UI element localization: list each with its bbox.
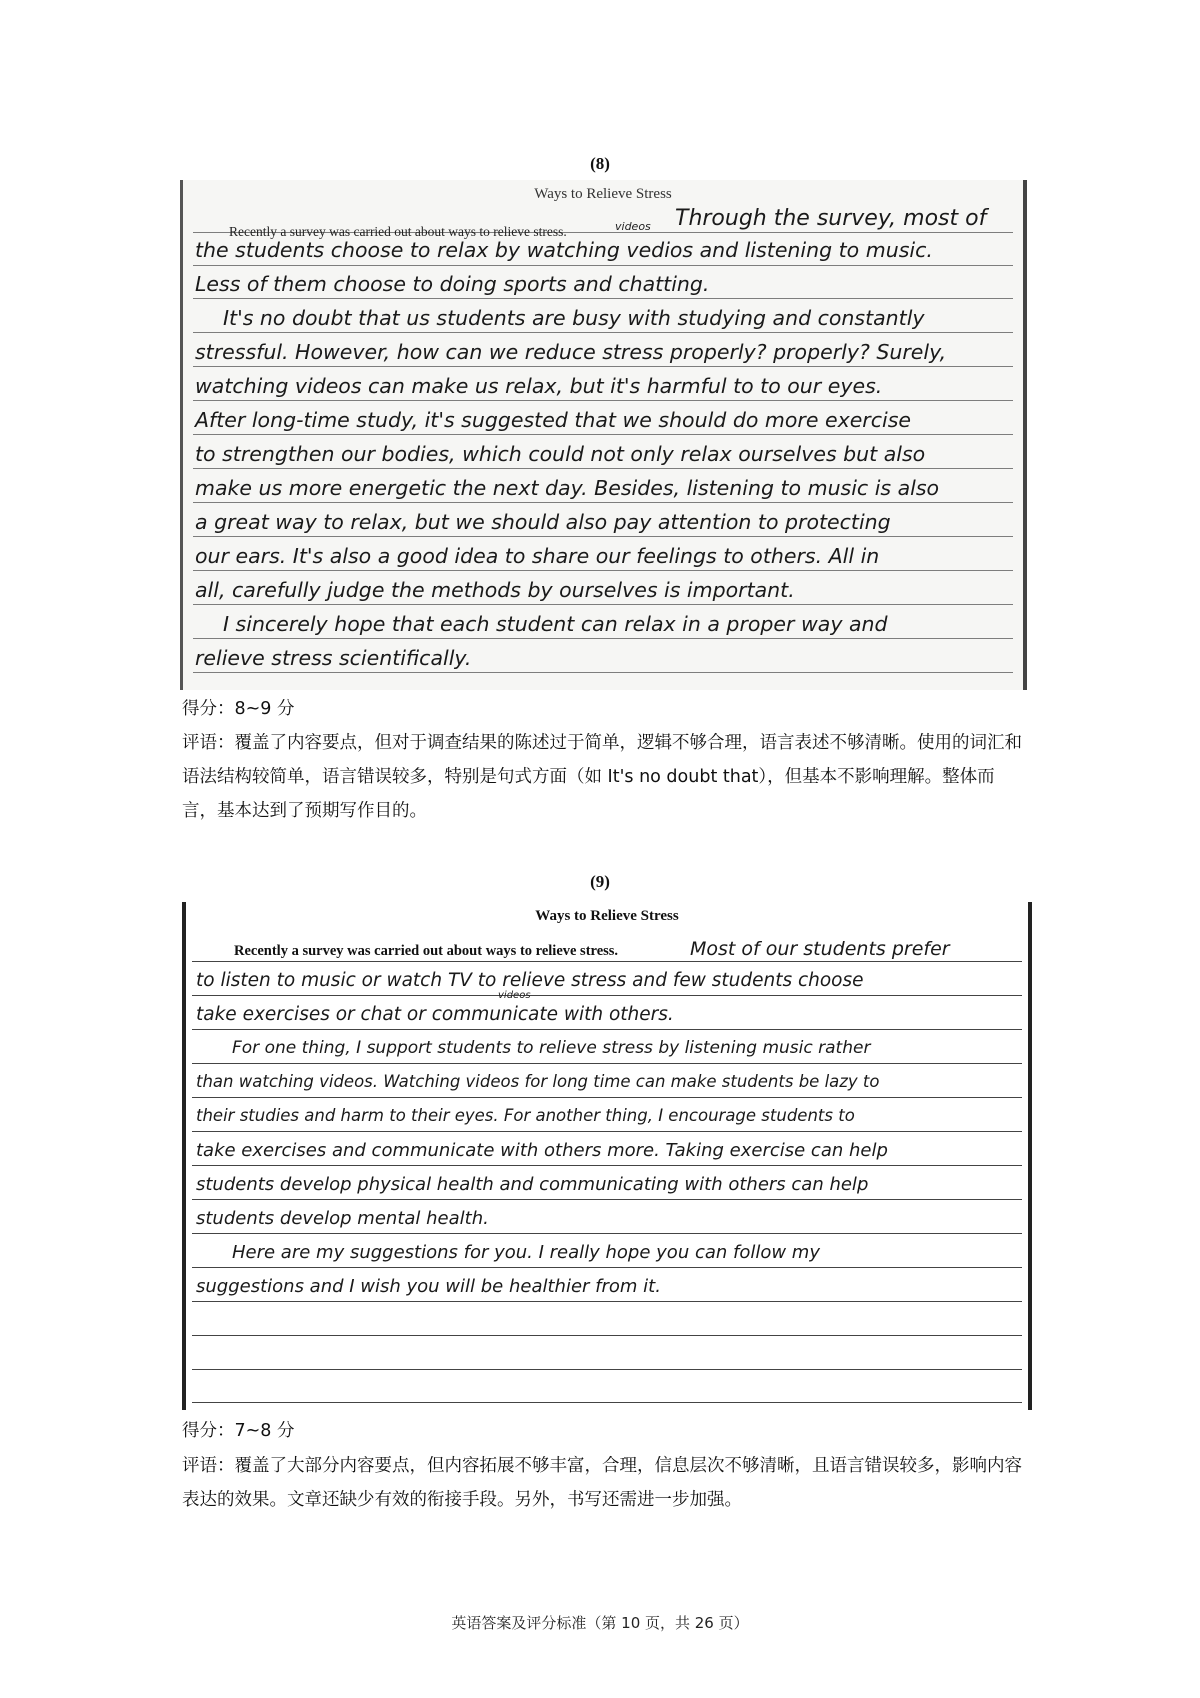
essay-9-score: 得分：7~8 分 [182,1421,295,1441]
essay-9-label: (9) [590,872,610,891]
essay-8-line: our ears. It's also a good idea to share our feelings to others. All in [195,544,880,568]
insert-note: videos [498,990,531,1001]
essay-9-line: than watching videos. Watching videos for long time can make students be lazy to [196,1072,880,1091]
essay-8-line: stressful. However, how can we reduce stress properly? properly? Surely, [195,340,947,364]
essay-9-prompt: Recently a survey was carried out about ways to relieve stress. [234,943,619,959]
essay-8-line: make us more energetic the next day. Besides, listening to music is also [195,476,940,500]
essay-9-comment: 评语：覆盖了大部分内容要点，但内容拓展不够丰富，合理，信息层次不够清晰，且语言错误较多，影响内容表达的效果。文章还缺少有效的衔接手段。另外，书写还需进一步加强。 [182,1456,1022,1510]
essay-8-line: a great way to relax, but we should also pay attention to protecting [195,510,891,534]
essay-8-score: 得分：8~9 分 [182,699,295,719]
essay-8-line: Less of them choose to doing sports and chatting. [195,272,710,296]
essay-8-line: Through the survey, most of [675,206,987,231]
essay-9-line: students develop mental health. [196,1208,489,1229]
essay-9-line: For one thing, I support students to relieve stress by listening music rather [232,1038,871,1058]
essay-9-line: students develop physical health and communicating with others can help [196,1174,869,1195]
essay-8-line: I sincerely hope that each student can relax in a proper way and [223,612,888,636]
essay-9-line: take exercises and communicate with others more. Taking exercise can help [196,1140,888,1161]
essay-8-line: It's no doubt that us students are busy with studying and constantly [223,306,925,330]
essay-9-line: take exercises or chat or communicate with others. [196,1004,674,1025]
page-footer: 英语答案及评分标准（第 10 页，共 26 页） [451,1614,749,1632]
essay-8-comment: 评语：覆盖了内容要点，但对于调查结果的陈述过于简单，逻辑不够合理，语言表述不够清晰。使用的词汇和语法结构较简单，语言错误较多，特别是句式方面（如 It's no doubt that），但基本不影响理解。整体而言，基本达到了预期写作目的。 [182,733,1022,821]
essay-9-line: their studies and harm to their eyes. For another thing, I encourage students to [196,1106,855,1125]
essay-8-scan [180,180,1027,690]
essay-9-line: to listen to music or watch TV to relieve stress and few students choose [196,970,864,991]
essay-9-line: suggestions and I wish you will be healthier from it. [196,1276,661,1297]
essay-8-line: the students choose to relax by watching vedios and listening to music. [195,238,933,262]
essay-9-line: Most of our students prefer [690,938,950,960]
essay-8-label: (8) [590,154,610,173]
essay-8-line: watching videos can make us relax, but it's harmful to to our eyes. [195,374,883,398]
essay-9-scan [182,902,1032,1410]
insert-note: videos [615,220,651,233]
essay-8-prompt: Recently a survey was carried out about ways to relieve stress. [229,224,567,239]
essay-8-line: relieve stress scientifically. [195,646,472,670]
essay-8-line: all, carefully judge the methods by ourselves is important. [195,578,795,602]
essay-8-line: to strengthen our bodies, which could not only relax ourselves but also [195,442,926,466]
essay-9-line: Here are my suggestions for you. I really hope you can follow my [232,1242,820,1263]
essay-8-line: After long-time study, it's suggested that we should do more exercise [195,408,911,432]
essay-8-title: Ways to Relieve Stress [534,186,672,202]
essay-9-title: Ways to Relieve Stress [535,908,679,924]
